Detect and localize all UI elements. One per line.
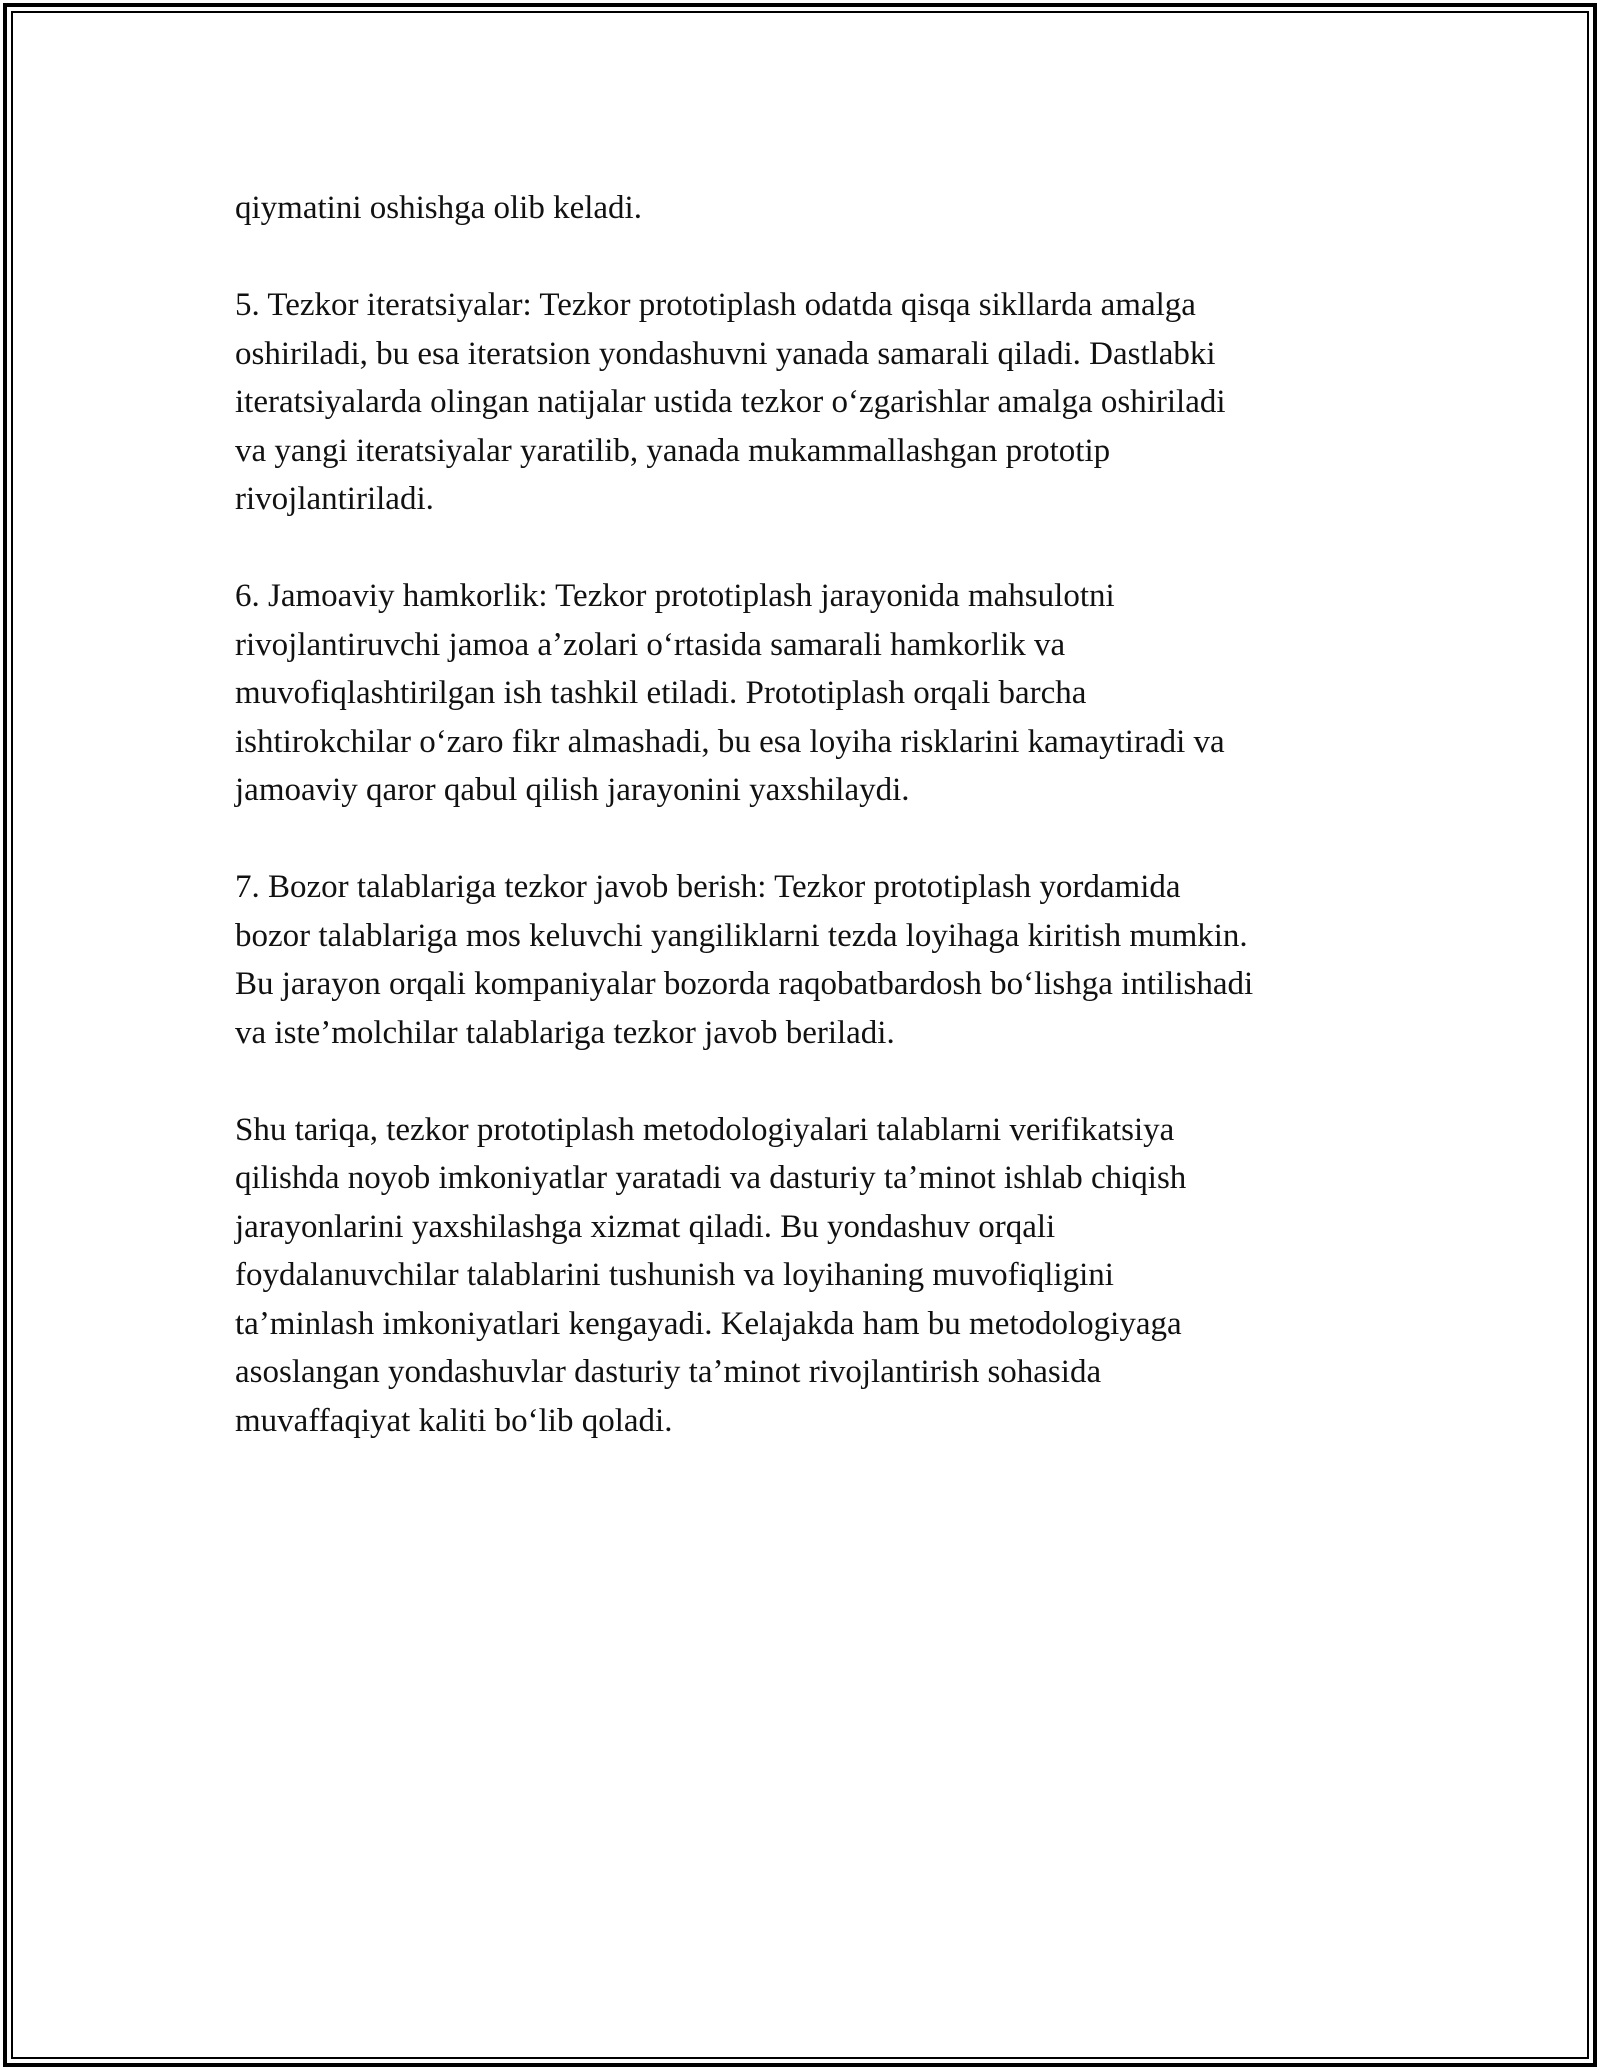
paragraph-continuation: qiymatini oshishga olib keladi.: [235, 190, 642, 226]
paragraph-conclusion: Shu tariqa, tezkor prototiplash metodologiyalari talablarni verifikatsiya qilishda noyob imkoniyatlar yaratadi va dasturiy taʼminot ishlab chiqish jarayonlarini yaxshilashga xizmat qiladi. Bu yondashuv orqali foydalanuvchilar talablarini tushunish va loyihaning muvofiqligini taʼminlash imkoniyatlari kengayadi. Kelajakda ham bu metodologiyaga asoslangan yondashuvlar dasturiy taʼminot rivojlantirish sohasida muvaffaqiyat kaliti boʻlib qoladi.: [235, 1111, 1187, 1439]
paragraph-item-7: 7. Bozor talablariga tezkor javob berish: Tezkor prototiplash yordamida bozor talablariga mos keluvchi yangiliklarni tezda loyihaga kiritish mumkin. Bu jarayon orqali kompaniyalar bozorda raqobatbardosh boʻlishga intilishadi va isteʼmolchilar talablariga tezkor javob beriladi.: [235, 869, 1254, 1051]
paragraph-item-5: 5. Tezkor iteratsiyalar: Tezkor prototiplash odatda qisqa sikllarda amalga oshiriladi, bu esa iteratsion yondashuvni yanada samarali qiladi. Dastlabki iteratsiyalarda olingan natijalar ustida tezkor oʻzgarishlar amalga oshiriladi va yangi iteratsiyalar yaratilib, yanada mukammallashgan prototip rivojlantiriladi.: [235, 287, 1226, 517]
paragraph-item-6: 6. Jamoaviy hamkorlik: Tezkor prototiplash jarayonida mahsulotni rivojlantiruvchi jamoa aʼzolari oʻrtasida samarali hamkorlik va muvofiqlashtirilgan ish tashkil etiladi. Prototiplash orqali barcha ishtirokchilar oʻzaro fikr almashadi, bu esa loyiha risklarini kamaytiradi va jamoaviy qaror qabul qilish jarayonini yaxshilaydi.: [235, 578, 1225, 808]
document-body: [235, 184, 1395, 1494]
